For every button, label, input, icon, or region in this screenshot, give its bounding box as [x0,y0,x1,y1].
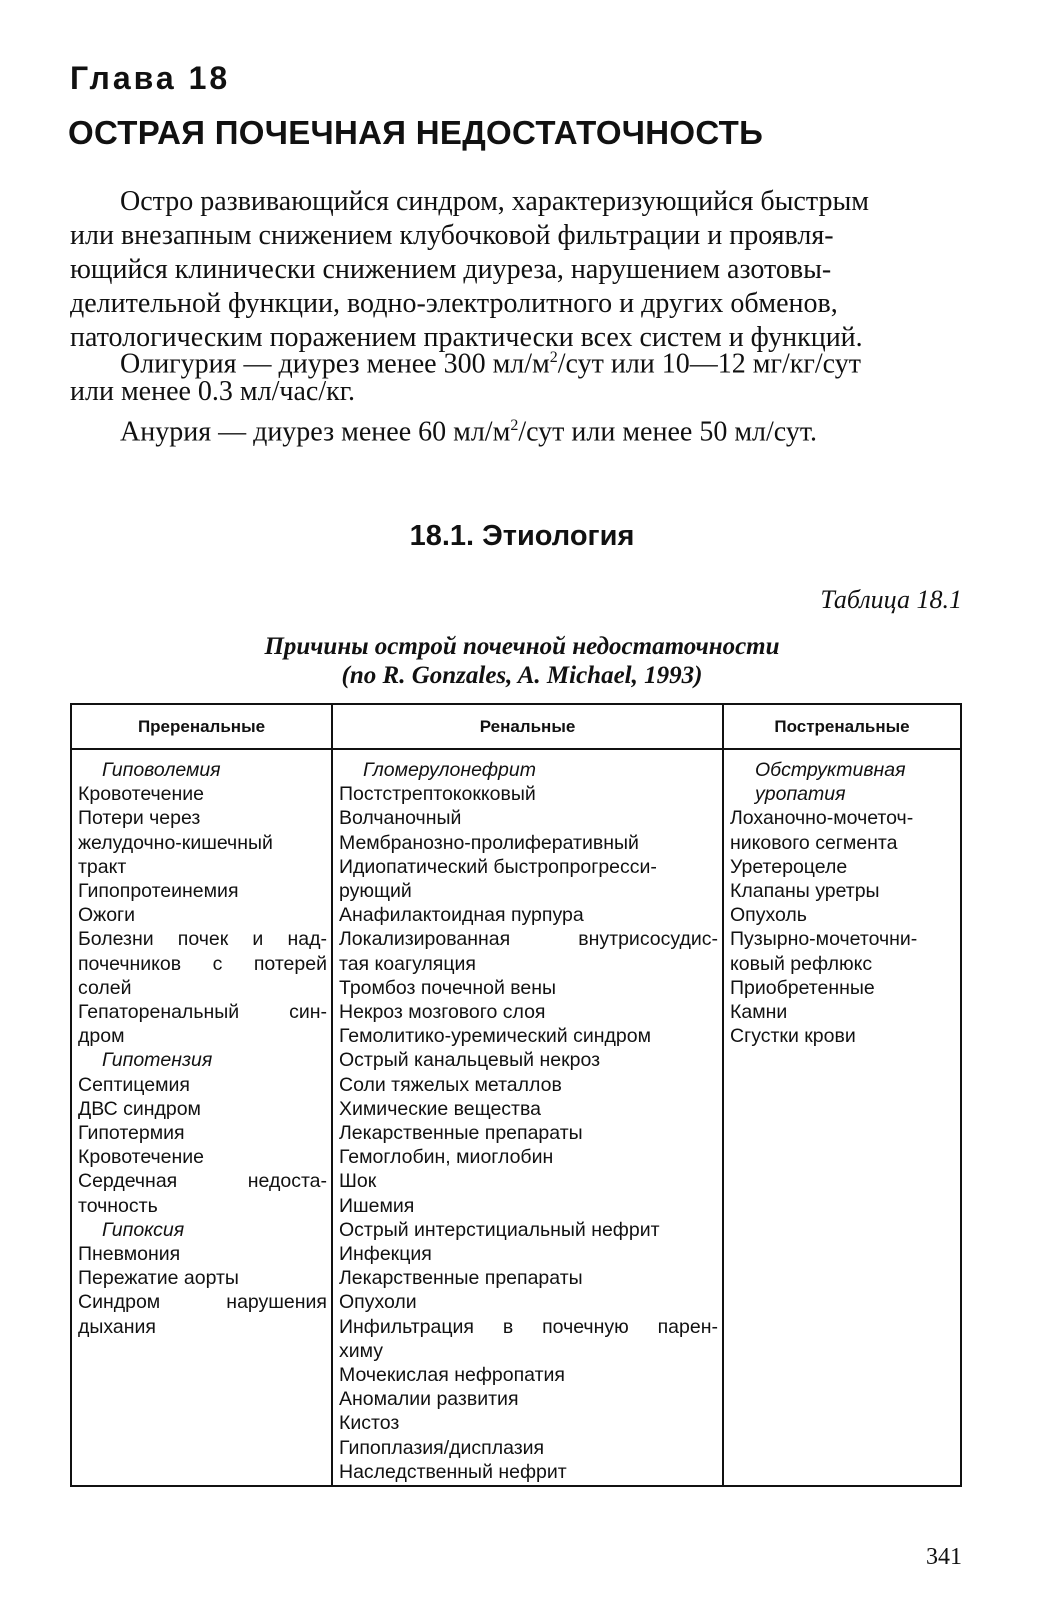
column-header: Постренальные [724,705,960,750]
table-cell-line: Лекарственные препараты [339,1267,583,1290]
chapter-title: ОСТРАЯ ПОЧЕЧНАЯ НЕДОСТАТОЧНОСТЬ [68,114,764,151]
column-renal [333,705,724,1485]
intro-paragraph [70,185,968,219]
table-cell-line: Лоханочно-мочеточ- [730,807,914,830]
table-cell-line: Идиопатический быстропрогресси- [339,855,657,878]
table-cell-line: химу [339,1339,384,1362]
table-cell-line: Острый канальцевый некроз [339,1049,601,1072]
table-cell-line: Сердечная недоста- [78,1170,327,1193]
column-body [72,750,331,1339]
table-cell-line: Сгустки крови [730,1025,856,1048]
table-cell-line: Потери через [78,807,201,830]
table-cell-line: Опухоли [339,1291,417,1314]
table-cell-line: Наследственный нефрит [339,1460,567,1483]
superscript: 2 [510,417,519,434]
oliguria-text-b: /сут или 10—12 мг/кг/сут [557,348,861,380]
table-cell-line: дыхания [78,1315,156,1338]
table-cell-line: солей [78,976,132,999]
oliguria-text-a: Олигурия — диурез менее 300 мл/м [120,348,550,380]
table-cell-line: Химические вещества [339,1097,541,1120]
table-subheading: Гипотензия [102,1049,213,1072]
table-cell-line: Лекарственные препараты [339,1122,583,1145]
table-cell-line: Соли тяжелых металлов [339,1073,562,1096]
etiology-table [70,703,962,1487]
table-cell-line: Анафилактоидная пурпура [339,904,584,927]
table-cell-line: Камни [730,1001,788,1024]
table-cell-line: желудочно-кишечный [78,831,273,854]
table-cell-line: Постстрептококковый [339,783,536,806]
column-body [333,750,722,1484]
table-subheading: Гипоксия [102,1218,185,1241]
intro-line: или внезапным снижением клубочковой фильтрации и проявля- [70,220,834,251]
superscript: 2 [549,349,558,366]
table-cell-line: Гемолитико-уремический синдром [339,1025,651,1048]
table-cell-line: Синдром нарушения [78,1291,327,1314]
column-header: Ренальные [333,705,722,750]
table-cell-line: Инфекция [339,1243,432,1266]
table-caption-line: (по R. Gonzales, A. Michael, 1993) [341,662,703,689]
table-cell-line: Пневмония [78,1243,181,1266]
intro-line: патологическим поражением практически всех систем и функций. [70,322,863,353]
table-cell-line: Инфильтрация в почечную парен- [339,1315,718,1338]
table-cell-line: Пузырно-мочеточни- [730,928,918,951]
table-subheading: Гиповолемия [102,759,221,781]
table-cell-line: Ожоги [78,904,136,927]
oliguria-definition-cont [70,375,968,409]
table-cell-line: почечников с потерей [78,952,327,975]
anuria-text-a: Анурия — диурез менее 60 мл/м [120,416,511,448]
page-number: 341 [926,1544,962,1570]
intro-line: делительной функции, водно-электролитного и других обменов, [70,288,838,319]
table-cell-line: Ишемия [339,1194,415,1217]
table-cell-line: тая коагуляция [339,952,476,975]
table-cell-line: Гипотермия [78,1122,185,1145]
table-subheading: уропатия [755,783,846,806]
column-body [724,750,960,1048]
table-cell-line: Кровотечение [78,783,205,806]
table-cell-line: Тромбоз почечной вены [339,976,557,999]
table-cell-line: Локализированная внутрисосудис- [339,928,718,951]
table-subheading: Гломерулонефрит [363,759,536,781]
table-cell-line: Опухоль [730,904,807,927]
table-cell-line: Гипоплазия/дисплазия [339,1436,545,1459]
table-cell-line: Клапаны уретры [730,880,880,903]
table-cell-line: тракт [78,855,127,878]
column-prerenal [72,705,333,1485]
table-cell-line: Гемоглобин, миоглобин [339,1146,554,1169]
table-cell-line: никового сегмента [730,831,898,854]
table-caption [0,632,1044,690]
table-caption-line: Причины острой почечной недостаточности [264,633,780,660]
anuria-definition [70,409,968,449]
section-title: 18.1. Этиология [409,520,635,552]
table-cell-line: Септицемия [78,1073,190,1096]
table-cell-line: ковый рефлюкс [730,952,873,975]
table-cell-line: Мочекислая нефропатия [339,1364,565,1387]
oliguria-text-line2: или менее 0.3 мл/час/кг. [70,376,356,407]
chapter-heading: Глава 18 [70,60,231,96]
anuria-text-b: /сут или менее 50 мл/сут. [518,416,817,448]
table-cell-line: Болезни почек и над- [78,928,327,951]
table-cell-line: Пережатие аорты [78,1267,239,1290]
table-cell-line: Шок [339,1170,377,1193]
intro-line: Остро развивающийся синдром, характеризующийся быстрым [120,186,869,217]
table-cell-line: Некроз мозгового слоя [339,1001,546,1024]
table-cell-line: Мембранозно-пролиферативный [339,831,639,854]
table-cell-line: Острый интерстициальный нефрит [339,1218,660,1241]
table-cell-line: Гипопротеинемия [78,880,239,903]
table-cell-line: дром [78,1025,125,1048]
table-cell-line: Гепаторенальный син- [78,1001,327,1024]
column-postrenal [724,705,960,1485]
table-number: Таблица 18.1 [820,585,962,614]
intro-line: ющийся клинически снижением диуреза, нарушением азотовы- [70,254,832,285]
table-cell-line: Аномалии развития [339,1388,519,1411]
table-cell-line: Кистоз [339,1412,400,1435]
table-cell-line: рующий [339,880,412,903]
table-cell-line: точность [78,1194,158,1217]
column-header: Преренальные [72,705,331,750]
table-subheading: Обструктивная [755,759,906,781]
table-cell-line: Кровотечение [78,1146,205,1169]
table-cell-line: Волчаночный [339,807,462,830]
table-cell-line: Приобретенные [730,976,875,999]
table-cell-line: ДВС синдром [78,1097,201,1120]
intro-paragraph-rest [70,219,968,355]
table-cell-line: Уретероцеле [730,855,848,878]
